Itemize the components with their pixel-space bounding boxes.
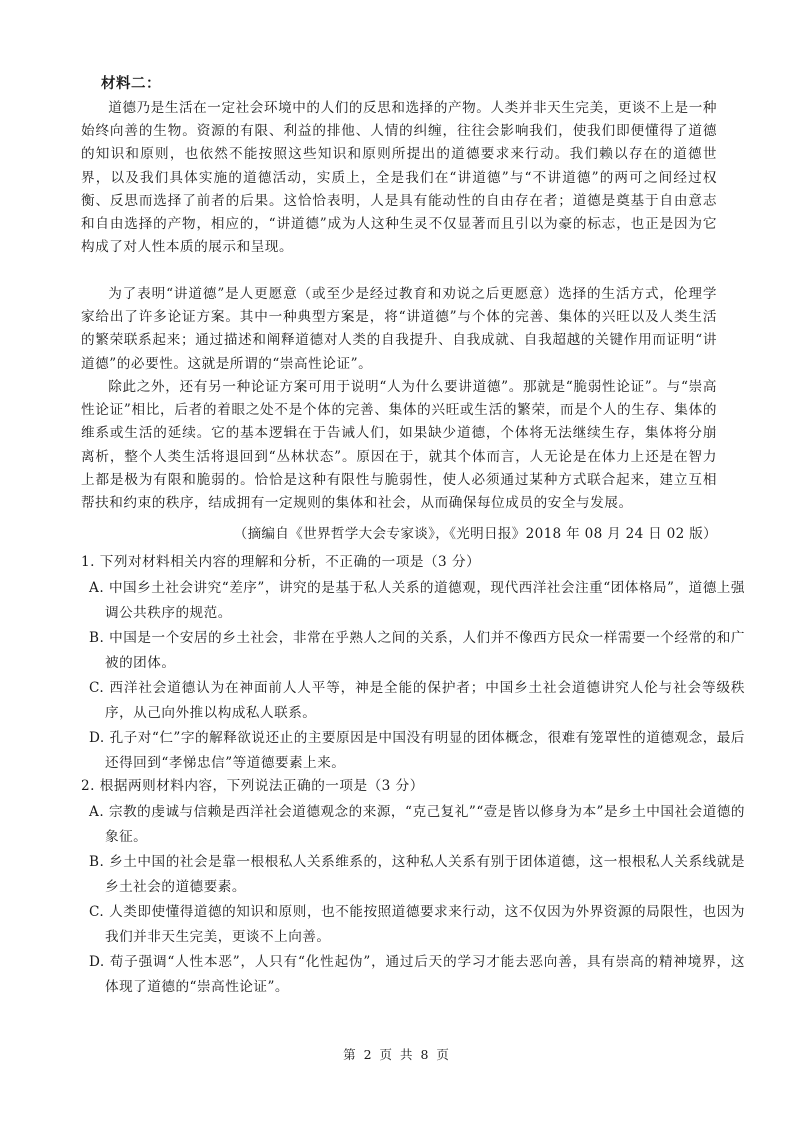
question-2-stem: 2. 根据两则材料内容，下列说法正确的一项是（3 分） (81, 778, 424, 794)
question-2-option-b: B. 乡土中国的社会是靠一根根私人关系维系的，这种私人关系有别于团体道德，这一根根私人关系线就是乡土社会的道德要素。 (89, 854, 745, 895)
question-1-option-c: C. 西洋社会道德认为在神面前人人平等，神是全能的保护者；中国乡土社会道德讲究人伦与社会等级秩序，从己向外推以构成私人联系。 (89, 680, 745, 721)
question-2-option-d: D. 荀子强调“人性本恶”，人只有“化性起伪”，通过后天的学习才能去恶向善，具有崇高的精神境界，这体现了道德的“崇高性论证”。 (89, 954, 745, 995)
paragraph-2: 为了表明“讲道德”是人更愿意（或至少是经过教育和劝说之后更愿意）选择的生活方式，伦理学家给出了许多论证方案。其中一种典型方案是，将“讲道德”与个体的完善、集体的兴旺以及人类生活的繁荣联系起来；通过描述和阐释道德对人类的自我提升、自我成就、自我超越的关键作用而证明“讲道德”的必要性。这就是所谓的“崇高性论证”。 (81, 286, 717, 372)
page-footer: 第 2 页 共 8 页 (343, 1047, 451, 1062)
material-heading: 材料二： (101, 76, 161, 92)
question-1-stem: 1. 下列对材料相关内容的理解和分析，不正确的一项是（3 分） (81, 554, 481, 570)
question-1-option-b: B. 中国是一个安居的乡土社会，非常在乎熟人之间的关系，人们并不像西方民众一样需要一个经常的和广被的团体。 (89, 630, 745, 671)
question-2-option-a: A. 宗教的虔诚与信赖是西洋社会道德观念的来源，“克己复礼”“壹是皆以修身为本”是乡土中国社会道德的象征。 (89, 804, 745, 845)
paragraph-3: 除此之外，还有另一种论证方案可用于说明“人为什么要讲道德”。那就是“脆弱性论证”。与“崇高性论证”相比，后者的着眼之处不是个体的完善、集体的兴旺或生活的繁荣，而是个人的生存、集体的维系或生活的延续。它的基本逻辑在于告诫人们，如果缺少道德，个体将无法继续生存，集体将分崩离析，整个人类生活将退回到“丛林状态”。原因在于，就其个体而言，人无论是在体力上还是在智力上都是极为有限和脆弱的。恰恰是这种有限性与脆弱性，使人必须通过某种方式联合起来，建立互相帮扶和约束的秩序，结成拥有一定规则的集体和社会，从而确保每位成员的安全与发展。 (81, 379, 717, 512)
question-1-option-d: D. 孔子对“仁”字的解释欲说还止的主要原因是中国没有明显的团体概念，很难有笼罩性的道德观念，最后还得回到“孝悌忠信”等道德要素上来。 (89, 730, 745, 771)
paragraph-1: 道德乃是生活在一定社会环境中的人们的反思和选择的产物。人类并非天生完美，更谈不上是一种始终向善的生物。资源的有限、利益的排他、人情的纠缠，往往会影响我们，使我们即便懂得了道德的知识和原则，也依然不能按照这些知识和原则所提出的道德要求来行动。我们赖以存在的道德世界，以及我们具体实施的道德活动，实质上，全是我们在“讲道德”与“不讲道德”的两可之间经过权衡、反思而选择了前者的后果。这恰恰表明，人是具有能动性的自由存在者；道德是奠基于自由意志和自由选择的产物，相应的，“讲道德”成为人这种生灵不仅显著而且引以为豪的标志，也正是因为它构成了对人性本质的展示和呈现。 (81, 100, 717, 256)
question-2-option-c: C. 人类即使懂得道德的知识和原则，也不能按照道德要求来行动，这不仅因为外界资源的局限性，也因为我们并非天生完美，更谈不上向善。 (89, 904, 745, 945)
source-citation: （摘编自《世界哲学大会专家谈》，《光明日报》2018 年 08 月 24 日 02 版） (233, 526, 717, 542)
question-1-option-a: A. 中国乡土社会讲究“差序”，讲究的是基于私人关系的道德观，现代西洋社会注重“团体格局”，道德上强调公共秩序的规范。 (89, 580, 745, 621)
